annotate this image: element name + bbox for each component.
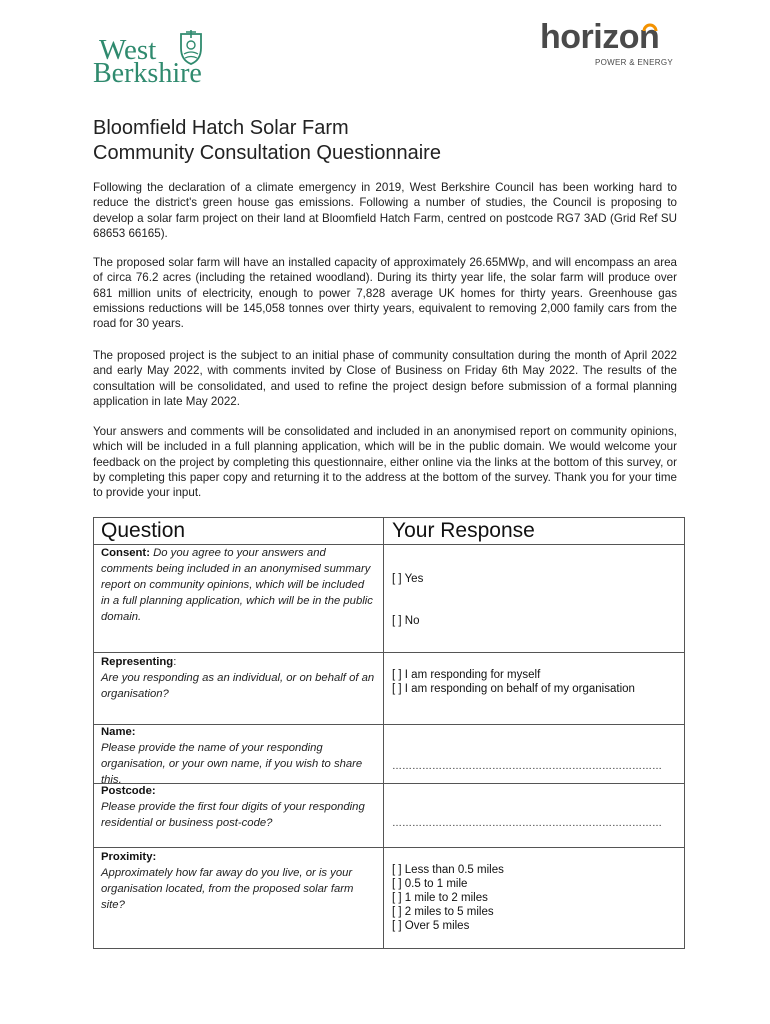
- response-representing: [392, 668, 682, 696]
- question-name: [101, 724, 376, 788]
- question-text: Do you agree to your answers and comments being included in an anonymised summary report on community opinions, which will be included in a full planning application, which will be in the public domain.: [101, 547, 373, 623]
- sun-arc-icon: [642, 22, 658, 32]
- option-one-to-two-miles[interactable]: [ ] 1 mile to 2 miles: [392, 892, 488, 904]
- capacity-paragraph: The proposed solar farm will have an installed capacity of approximately 26.65MWp, and will encompass an area of circa 76.2 acres (including the retained woodland). During its thirty year life, the solar farm will produce over 681 million units of electricity, enough to power 7,828 average UK homes for thirty years. Greenhouse gas emissions reductions will be 145,058 tonnes over thirty years, equivalent to removing 2,000 family cars from the road for 30 years.: [93, 256, 677, 331]
- question-label: Name:: [101, 726, 136, 738]
- questionnaire-table: [93, 517, 685, 949]
- header-question: Question: [101, 519, 186, 542]
- row-divider: [94, 847, 684, 848]
- title-line-1: Bloomfield Hatch Solar Farm: [93, 117, 349, 139]
- question-label: Consent:: [101, 547, 150, 559]
- consultation-paragraph: The proposed project is the subject to an initial phase of community consultation during the month of April 2022 and early May 2022, with comments invited by Close of Business on Friday 6th May 2022. The results of the consultation will be consolidated, and used to refine the project design before submission of a formal planning application in late May 2022.: [93, 349, 677, 408]
- option-yes[interactable]: [ ] Yes: [392, 573, 424, 585]
- question-text: Please provide the first four digits of your responding residential or business post-code?: [101, 801, 365, 829]
- council-logo-line2: Berkshire: [93, 58, 202, 89]
- page-title: [93, 116, 441, 166]
- intro-paragraph: Following the declaration of a climate emergency in 2019, West Berkshire Council has been working hard to reduce the district's green house gas emissions. Following a number of studies, the Council is proposing to develop a solar farm project on their land at Bloomfield Hatch Farm, centred on postcode RG7 3AD (Grid Ref SU 68653 66165).: [93, 181, 677, 240]
- option-myself[interactable]: [ ] I am responding for myself: [392, 669, 541, 681]
- column-divider: [383, 518, 384, 948]
- option-half-to-one-mile[interactable]: [ ] 0.5 to 1 mile: [392, 878, 468, 890]
- question-consent: [101, 545, 376, 625]
- crest-icon: [173, 28, 209, 66]
- question-postcode: [101, 783, 376, 831]
- question-label-suffix: :: [173, 656, 177, 668]
- feedback-paragraph: Your answers and comments will be consolidated and included in an anonymised report on community opinions, which will be included in a full planning application, which will be in the public domain. We would welcome your feedback on the project by completing this questionnaire, either online via the links at the bottom of this survey, or by completing this paper copy and returning it to the address at the bottom of the survey. Thank you for your time to provide your input.: [93, 425, 677, 500]
- west-berkshire-logo: [93, 28, 233, 88]
- response-proximity: [392, 863, 682, 933]
- response-consent: [392, 572, 682, 628]
- option-no[interactable]: [ ] No: [392, 615, 420, 627]
- name-answer-line[interactable]: ………………………………………………………………………: [392, 761, 662, 772]
- option-two-to-five-miles[interactable]: [ ] 2 miles to 5 miles: [392, 906, 494, 918]
- company-logo-tagline: POWER & ENERGY: [595, 58, 673, 67]
- question-label: Proximity:: [101, 851, 157, 863]
- question-text: Approximately how far away do you live, or is your organisation located, from the proposed solar farm site?: [101, 867, 354, 911]
- question-label: Postcode:: [101, 785, 156, 797]
- council-logo-line1: West: [99, 34, 157, 66]
- title-line-2: Community Consultation Questionnaire: [93, 142, 441, 164]
- option-over-five-miles[interactable]: [ ] Over 5 miles: [392, 920, 470, 932]
- header-response: Your Response: [392, 519, 535, 542]
- option-less-than-half-mile[interactable]: [ ] Less than 0.5 miles: [392, 864, 504, 876]
- question-label: Representing: [101, 656, 174, 668]
- question-proximity: [101, 849, 376, 913]
- question-representing: [101, 654, 376, 702]
- postcode-answer-line[interactable]: ………………………………………………………………………: [392, 818, 662, 829]
- row-divider: [94, 652, 684, 653]
- company-logo-name: horizon: [540, 18, 660, 56]
- option-organisation[interactable]: [ ] I am responding on behalf of my organisation: [392, 683, 635, 695]
- horizon-logo: [540, 20, 675, 70]
- question-text: Please provide the name of your responding organisation, or your own name, if you wish to share this.: [101, 742, 363, 786]
- question-text: Are you responding as an individual, or on behalf of an organisation?: [101, 672, 375, 700]
